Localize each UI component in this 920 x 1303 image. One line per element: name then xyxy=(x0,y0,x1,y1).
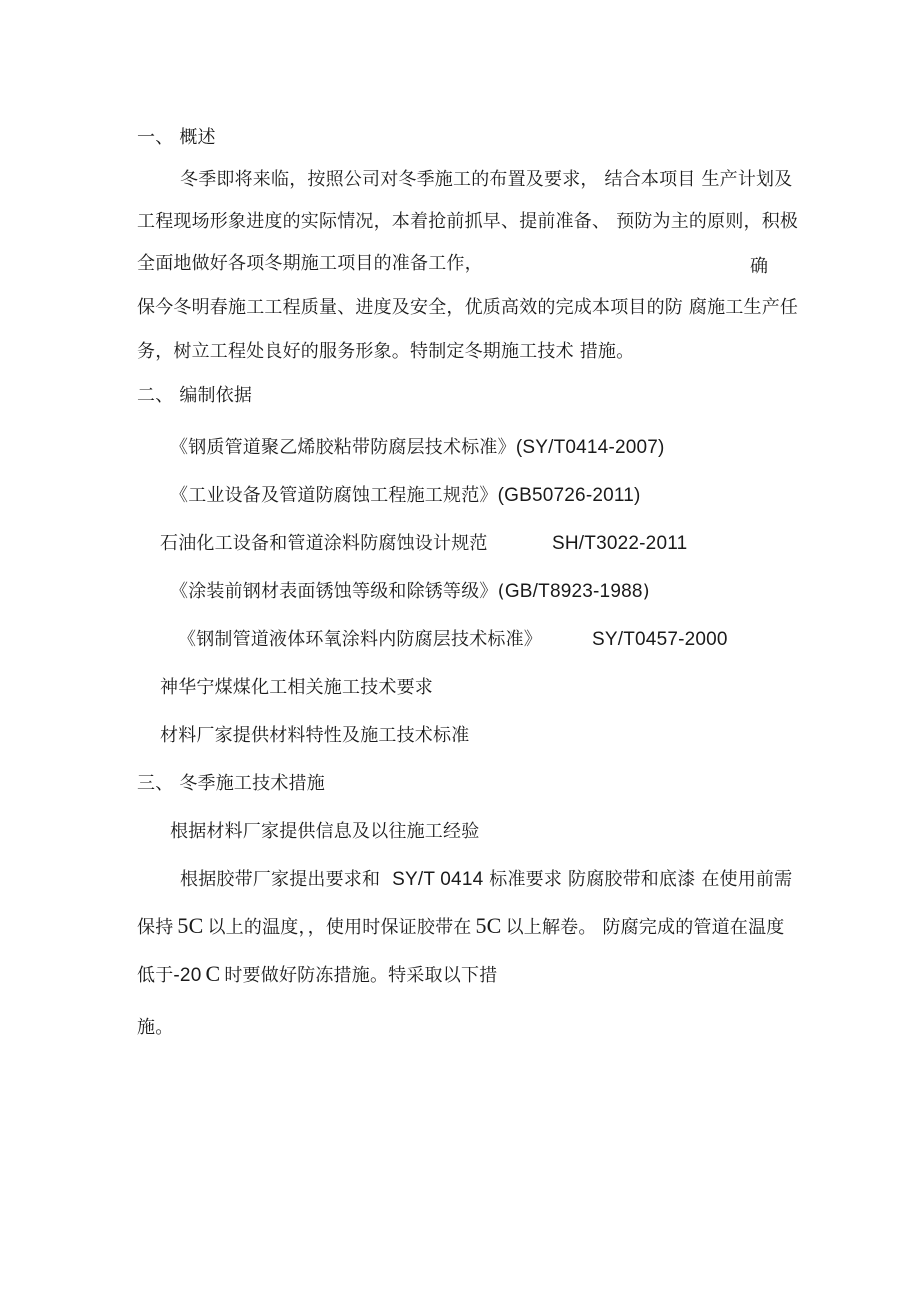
reference-code: SY/T0457-2000 xyxy=(592,629,728,650)
reference-title: 材料厂家提供材料特性及施工技术标准 xyxy=(160,725,470,746)
text-run: 根据胶带厂家提出要求和 xyxy=(180,869,381,890)
reference-title: 石油化工设备和管道涂料防腐蚀设计规范 xyxy=(160,533,488,554)
paragraph-line: 施。 xyxy=(137,1017,174,1038)
reference-item xyxy=(170,484,641,508)
paragraph-line: 根据材料厂家提供信息及以往施工经验 xyxy=(170,821,480,842)
text-run: 以上解卷。 防腐完成的管道在温度 xyxy=(505,917,785,938)
reference-code: GB/T8923-1988 xyxy=(504,581,643,602)
section-heading-measures: 三、 冬季施工技术措施 xyxy=(137,773,325,794)
reference-tail: ) xyxy=(642,581,650,602)
reference-item xyxy=(178,628,542,652)
paragraph-line: 务，树立工程处良好的服务形象。特制定冬期施工技术 措施。 xyxy=(137,341,635,362)
reference-title: 《钢制管道液体环氧涂料内防腐层技术标准》 xyxy=(178,629,542,650)
paragraph-line xyxy=(137,914,784,940)
reference-item xyxy=(160,676,433,700)
reference-title: 《钢质管道聚乙烯胶粘带防腐层技术标准》 xyxy=(170,437,516,458)
text-run: 时要做好防冻措施。特采取以下措 xyxy=(224,965,498,986)
reference-title: 《工业设备及管道防腐蚀工程施工规范》 xyxy=(170,485,498,506)
temperature-value: 5C xyxy=(177,913,204,938)
temperature-value: 5C xyxy=(475,913,502,938)
temperature-value: -20 xyxy=(173,965,202,986)
reference-item xyxy=(160,532,488,556)
paragraph-line: 保今冬明春施工工程质量、进度及安全，优质高效的完成本项目的防 腐施工生产任 xyxy=(137,297,799,318)
section-heading-overview: 一、 概述 xyxy=(137,127,216,148)
standard-code: SY/T 0414 xyxy=(392,869,484,890)
reference-title: 神华宁煤煤化工相关施工技术要求 xyxy=(160,677,433,698)
reference-code: (GB50726-2011) xyxy=(497,485,641,506)
section-heading-basis: 二、 编制依据 xyxy=(137,385,253,406)
reference-item xyxy=(170,580,650,604)
text-run: 保持 xyxy=(137,917,174,938)
reference-code: SH/T3022-2011 xyxy=(552,533,688,554)
paragraph-line: 全面地做好各项冬期施工项目的准备工作， xyxy=(137,253,483,274)
reference-item xyxy=(160,724,469,748)
paragraph-line xyxy=(180,868,792,892)
temperature-unit: C xyxy=(205,961,221,986)
reference-code: (SY/T0414-2007) xyxy=(515,437,665,458)
text-run: 标准要求 防腐胶带和底漆 在使用前需 xyxy=(489,869,793,890)
paragraph-fragment: 确 xyxy=(750,256,769,277)
text-run: 低于 xyxy=(137,965,174,986)
paragraph-line xyxy=(137,962,497,988)
text-run: 以上的温度，，使用时保证胶带在 xyxy=(207,917,472,938)
paragraph-line: 冬季即将来临，按照公司对冬季施工的布置及要求， 结合本项目 生产计划及 xyxy=(180,169,793,190)
reference-item xyxy=(170,436,665,460)
reference-title: 《涂装前钢材表面锈蚀等级和除锈等级》( xyxy=(170,581,505,602)
paragraph-line: 工程现场形象进度的实际情况，本着抢前抓早、提前准备、 预防为主的原则，积极 xyxy=(137,211,799,232)
